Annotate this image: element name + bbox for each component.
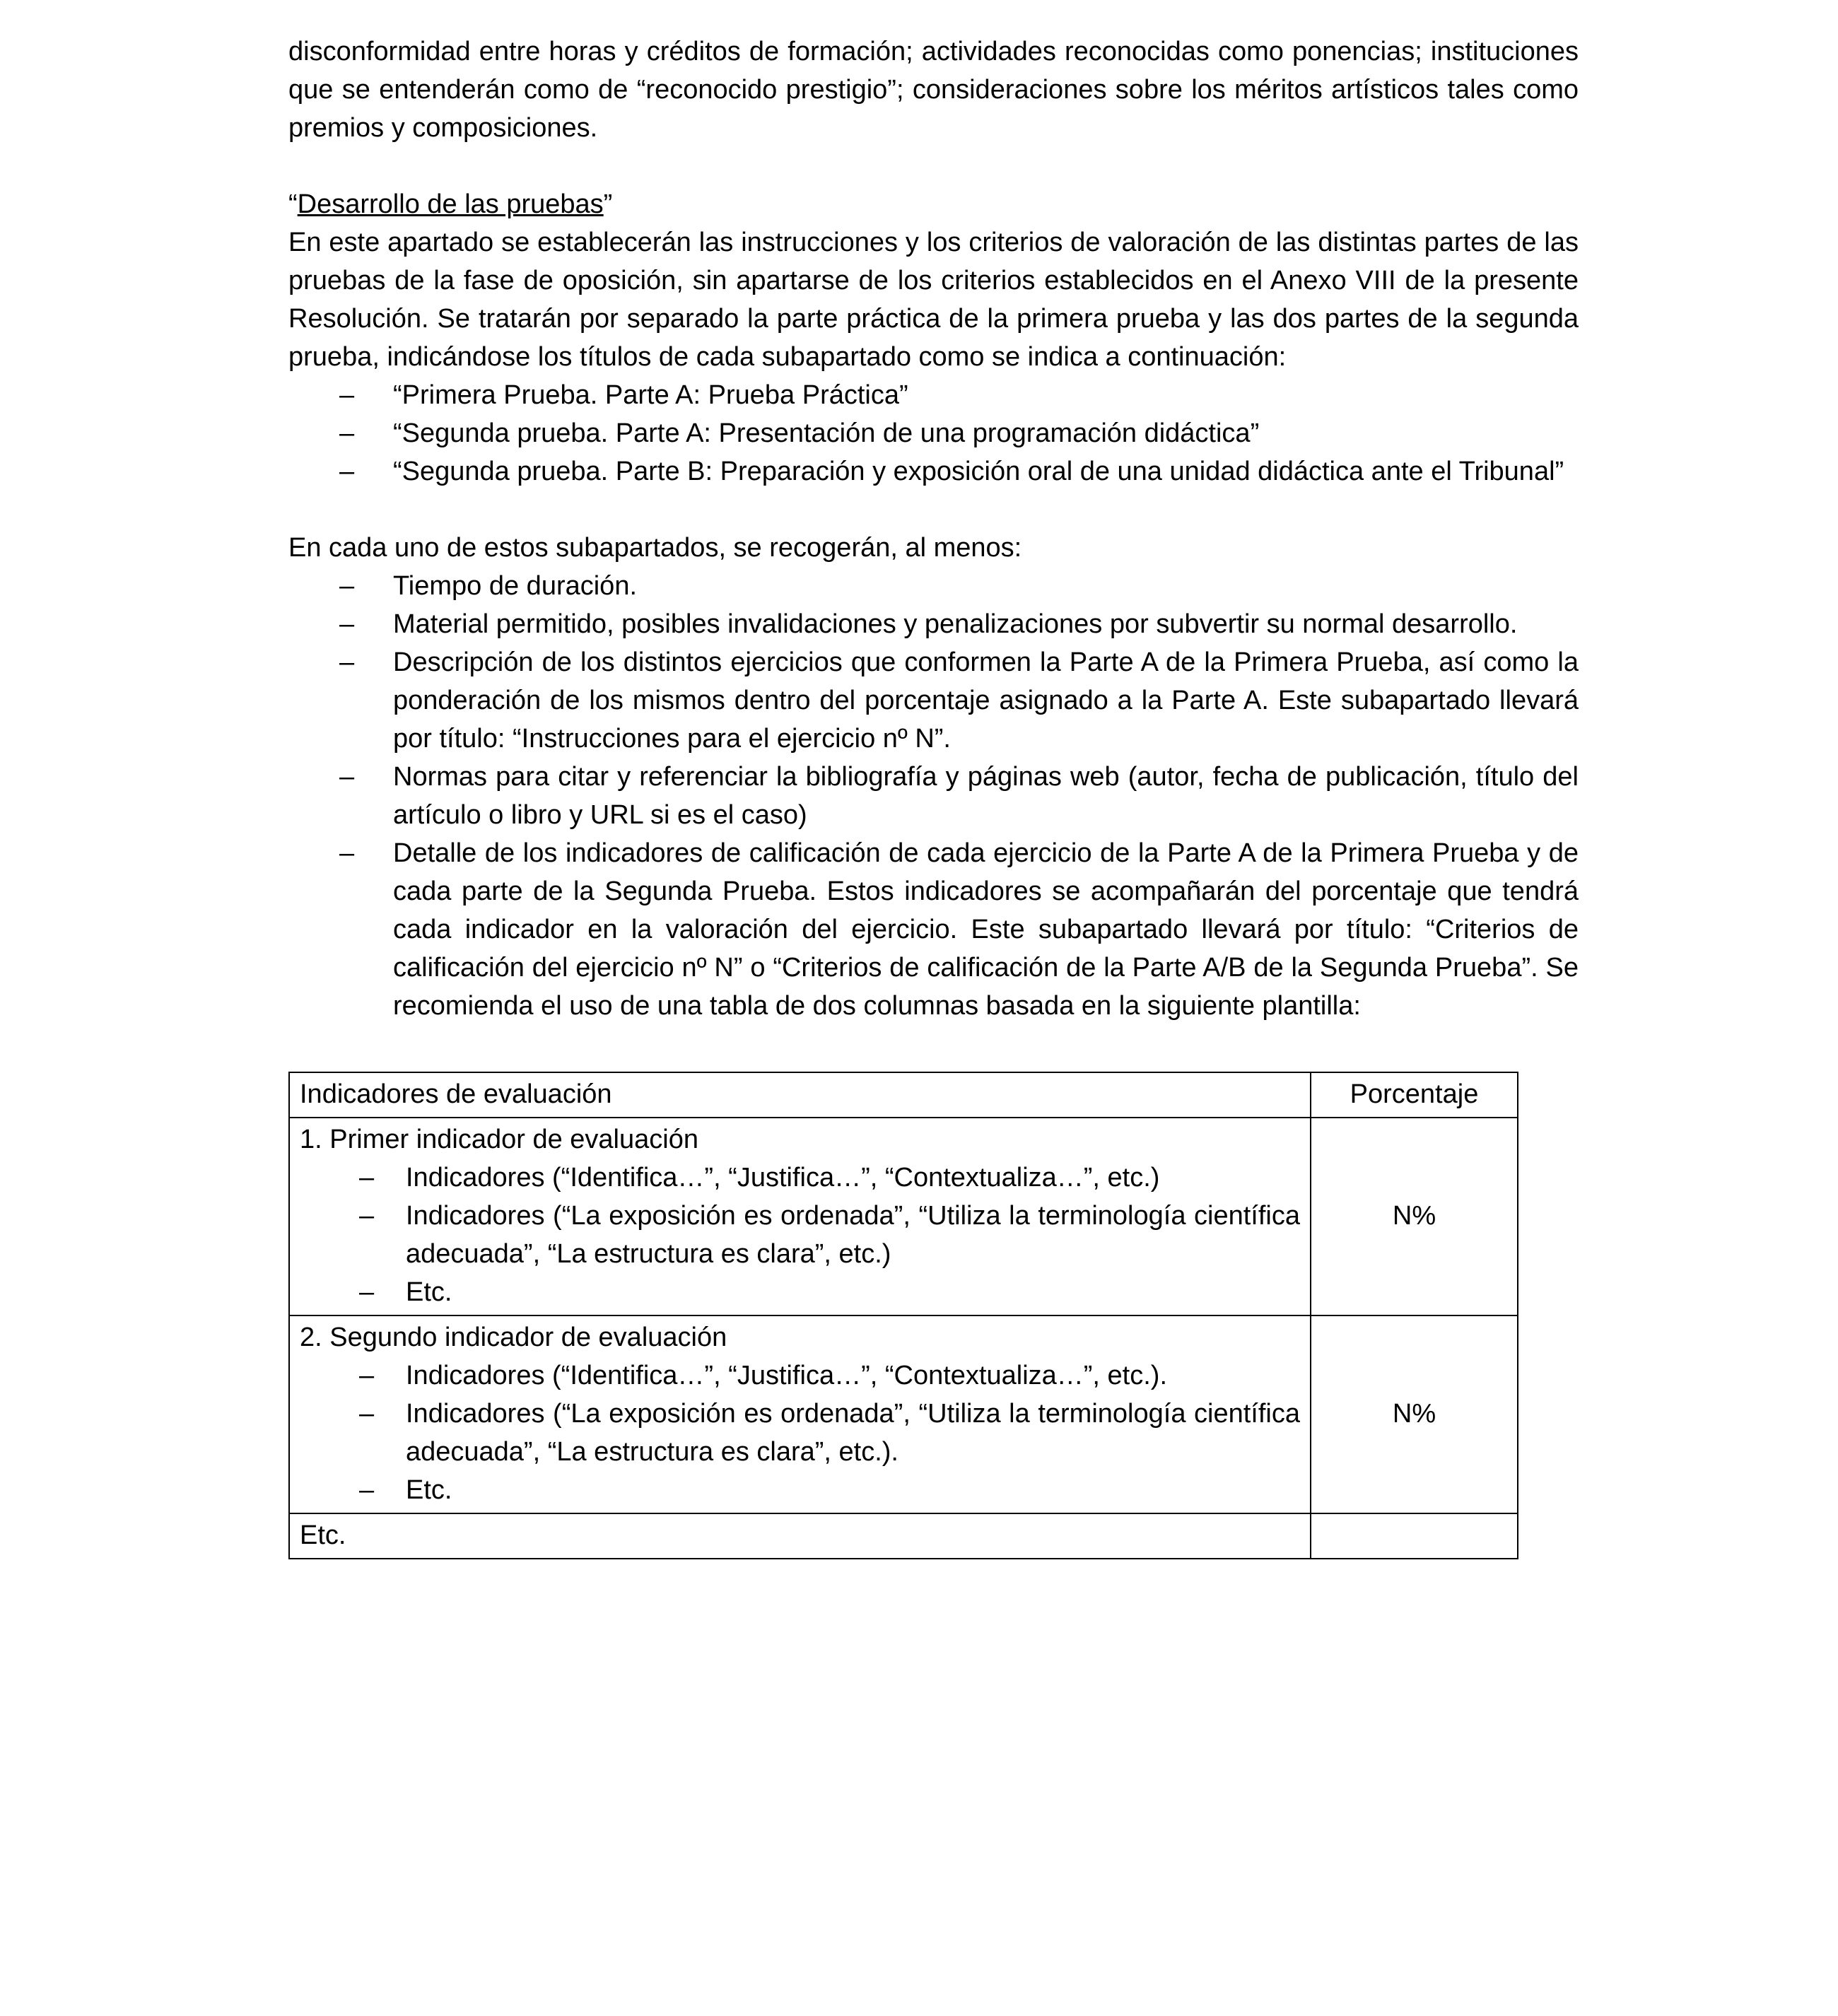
list-item-text: Indicadores (“La exposición es ordenada”, “Utiliza la terminología científica adecuada”, “La estructura es clara”, etc.) [406,1201,1300,1269]
list-item-detalle [288,834,1579,1025]
list-item-text: Material permitido, posibles invalidaciones y penalizaciones por subvertir su normal desarrollo. [393,609,1518,639]
dash-marker: – [359,1201,375,1231]
percentage-cell-2: N% [1311,1315,1518,1513]
dash-marker: – [339,762,355,792]
list-item-material [288,605,1579,643]
table-row [289,1513,1518,1559]
list-item-descripcion [288,643,1579,758]
list-item-text: Detalle de los indicadores de calificación de cada ejercicio de la Parte A de la Primera Prueba y de cada parte de la Segunda Prueba. Estos indicadores se acompañarán del porcentaje que tendrá cada indicador en la valoración del ejercicio. Este subapartado llevará por título: “Criterios de calificación del ejercicio nº N” o “Criterios de calificación de la Parte A/B de la Segunda Prueba”. Se recomienda el uso de una tabla de dos columnas basada en la siguiente plantilla: [393,838,1579,1021]
list-item-text: Descripción de los distintos ejercicios que conformen la Parte A de la Primera Prueba, así como la ponderación de los mismos dentro del porcentaje asignado a la Parte A. Este subapartado llevará por título: “Instrucciones para el ejercicio nº N”. [393,647,1579,754]
dash-marker: – [339,380,355,410]
requirements-list [288,567,1579,1025]
list-item-text: Etc. [406,1277,452,1307]
paragraph-merits-continuation: disconformidad entre horas y créditos de formación; actividades reconocidas como ponencias; instituciones que se entenderán como de “reconocido prestigio”; consideraciones sobre los méritos artísticos tales como premios y composiciones. [288,37,1579,143]
paragraph-desarrollo: En este apartado se establecerán las instrucciones y los criterios de valoración de las distintas partes de las pruebas de la fase de oposición, sin apartarse de los criterios establecidos en el Anexo VIII de la presente Resolución. Se tratarán por separado la parte práctica de la primera prueba y las dos partes de la segunda prueba, indicándose los títulos de cada subapartado como se indica a continuación: [288,228,1579,372]
list-item-text: Indicadores (“Identifica…”, “Justifica…”, “Contextualiza…”, etc.) [406,1163,1160,1192]
percentage-cell-1: N% [1311,1118,1518,1315]
list-item [300,1273,1300,1311]
dash-marker: – [359,1163,375,1192]
dash-marker: – [339,418,355,448]
list-item-text: Etc. [406,1475,452,1505]
list-item-primera-prueba [288,376,1579,414]
section-heading-text: Desarrollo de las pruebas [297,189,604,219]
list-item-text: Indicadores (“La exposición es ordenada”, “Utiliza la terminología científica adecuada”, “La estructura es clara”, etc.). [406,1399,1300,1467]
list-item-text: “Primera Prueba. Parte A: Prueba Práctica” [393,380,908,410]
section-heading [288,185,1579,223]
dash-marker: – [359,1361,375,1390]
indicator-cell-1 [289,1118,1311,1315]
dash-marker: – [359,1475,375,1505]
table-row [289,1315,1518,1513]
indicator-bullet-list [300,1159,1300,1311]
list-item [300,1356,1300,1395]
indicator-cell-etc: Etc. [289,1513,1311,1559]
table-row [289,1118,1518,1315]
paragraph-requirements-intro: En cada uno de estos subapartados, se recogerán, al menos: [288,533,1022,563]
dash-marker: – [339,571,355,601]
list-item-text: Tiempo de duración. [393,571,638,601]
list-item [300,1197,1300,1273]
percentage-cell-etc [1311,1513,1518,1559]
column-header-indicadores: Indicadores de evaluación [289,1072,1311,1118]
list-item-text: Indicadores (“Identifica…”, “Justifica…”, “Contextualiza…”, etc.). [406,1361,1168,1390]
list-item-tiempo [288,567,1579,605]
dash-marker: – [359,1399,375,1429]
table-header-row [289,1072,1518,1118]
list-item-text: “Segunda prueba. Parte A: Presentación de una programación didáctica” [393,418,1260,448]
dash-marker: – [339,838,355,868]
dash-marker: – [339,647,355,677]
dash-marker: – [339,609,355,639]
list-item-normas [288,758,1579,834]
indicator-bullet-list [300,1356,1300,1509]
dash-marker: – [339,457,355,486]
indicator-cell-2 [289,1315,1311,1513]
quote-close: ” [603,189,613,219]
list-item [300,1471,1300,1509]
list-item-text: “Segunda prueba. Parte B: Preparación y exposición oral de una unidad didáctica ante el Tribunal” [393,457,1564,486]
subsection-title-list [288,376,1579,491]
list-item-segunda-prueba-a [288,414,1579,452]
dash-marker: – [359,1277,375,1307]
list-item-segunda-prueba-b [288,452,1579,491]
indicator-title: 2. Segundo indicador de evaluación [300,1323,727,1352]
column-header-porcentaje: Porcentaje [1311,1072,1518,1118]
list-item [300,1159,1300,1197]
list-item [300,1395,1300,1471]
list-item-text: Normas para citar y referenciar la bibliografía y páginas web (autor, fecha de publicación, título del artículo o libro y URL si es el caso) [393,762,1579,830]
indicator-title: 1. Primer indicador de evaluación [300,1125,698,1154]
quote-open: “ [288,189,298,219]
evaluation-template-table [288,1072,1518,1559]
